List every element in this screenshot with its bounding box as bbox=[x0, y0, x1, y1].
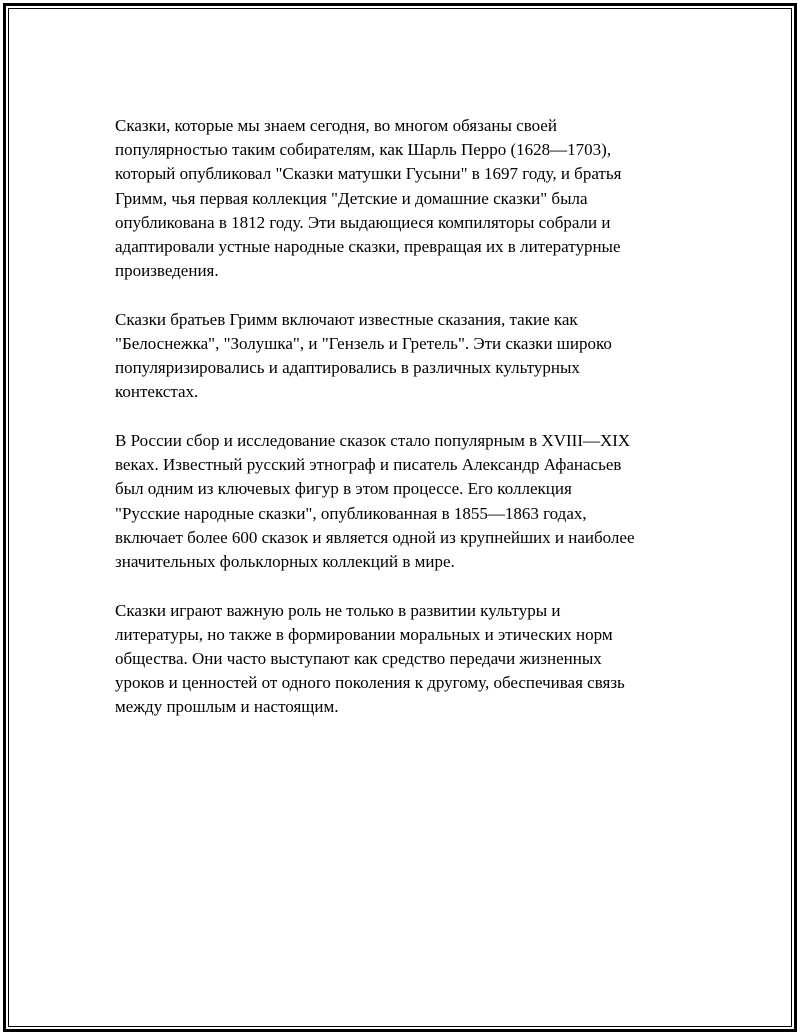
text-line: популярностью таким собирателям, как Шарль Перро (1628—1703), bbox=[115, 140, 612, 160]
text-line: уроков и ценностей от одного поколения к другому, обеспечивая связь bbox=[115, 673, 625, 693]
text-line: Сказки играют важную роль не только в развитии культуры и bbox=[115, 600, 561, 620]
text-line: Сказки братьев Гримм включают известные сказания, такие как bbox=[115, 309, 578, 329]
paragraph-3 bbox=[115, 429, 695, 574]
text-line: В России сбор и исследование сказок стало популярным в XVIII—XIX bbox=[115, 431, 631, 451]
text-line: который опубликовал "Сказки матушки Гусыни" в 1697 году, и братья bbox=[115, 164, 622, 184]
text-line: значительных фольклорных коллекций в мире. bbox=[115, 552, 455, 572]
paragraph-1 bbox=[115, 114, 695, 283]
text-line: популяризировались и адаптировались в различных культурных bbox=[115, 358, 580, 378]
text-line: литературы, но также в формировании моральных и этических норм bbox=[115, 624, 613, 644]
text-line: Сказки, которые мы знаем сегодня, во многом обязаны своей bbox=[115, 116, 557, 135]
text-line: веках. Известный русский этнограф и писатель Александр Афанасьев bbox=[115, 455, 622, 475]
paragraph-2 bbox=[115, 308, 695, 405]
text-line: произведения. bbox=[115, 261, 219, 281]
text-line: был одним из ключевых фигур в этом процессе. Его коллекция bbox=[115, 479, 572, 499]
text-line: Гримм, чья первая коллекция "Детские и домашние сказки" была bbox=[115, 188, 588, 208]
text-line: общества. Они часто выступают как средство передачи жизненных bbox=[115, 649, 602, 669]
text-line: адаптировали устные народные сказки, превращая их в литературные bbox=[115, 237, 621, 257]
text-line: между прошлым и настоящим. bbox=[115, 697, 339, 717]
text-line: контекстах. bbox=[115, 382, 199, 402]
text-line: "Белоснежка", "Золушка", и "Гензель и Гретель". Эти сказки широко bbox=[115, 334, 612, 354]
text-line: опубликована в 1812 году. Эти выдающиеся компиляторы собрали и bbox=[115, 212, 611, 232]
paragraph-4 bbox=[115, 599, 695, 720]
text-line: включает более 600 сказок и является одной из крупнейших и наиболее bbox=[115, 527, 635, 547]
document-body bbox=[115, 114, 695, 744]
text-line: "Русские народные сказки", опубликованная в 1855—1863 годах, bbox=[115, 503, 587, 523]
